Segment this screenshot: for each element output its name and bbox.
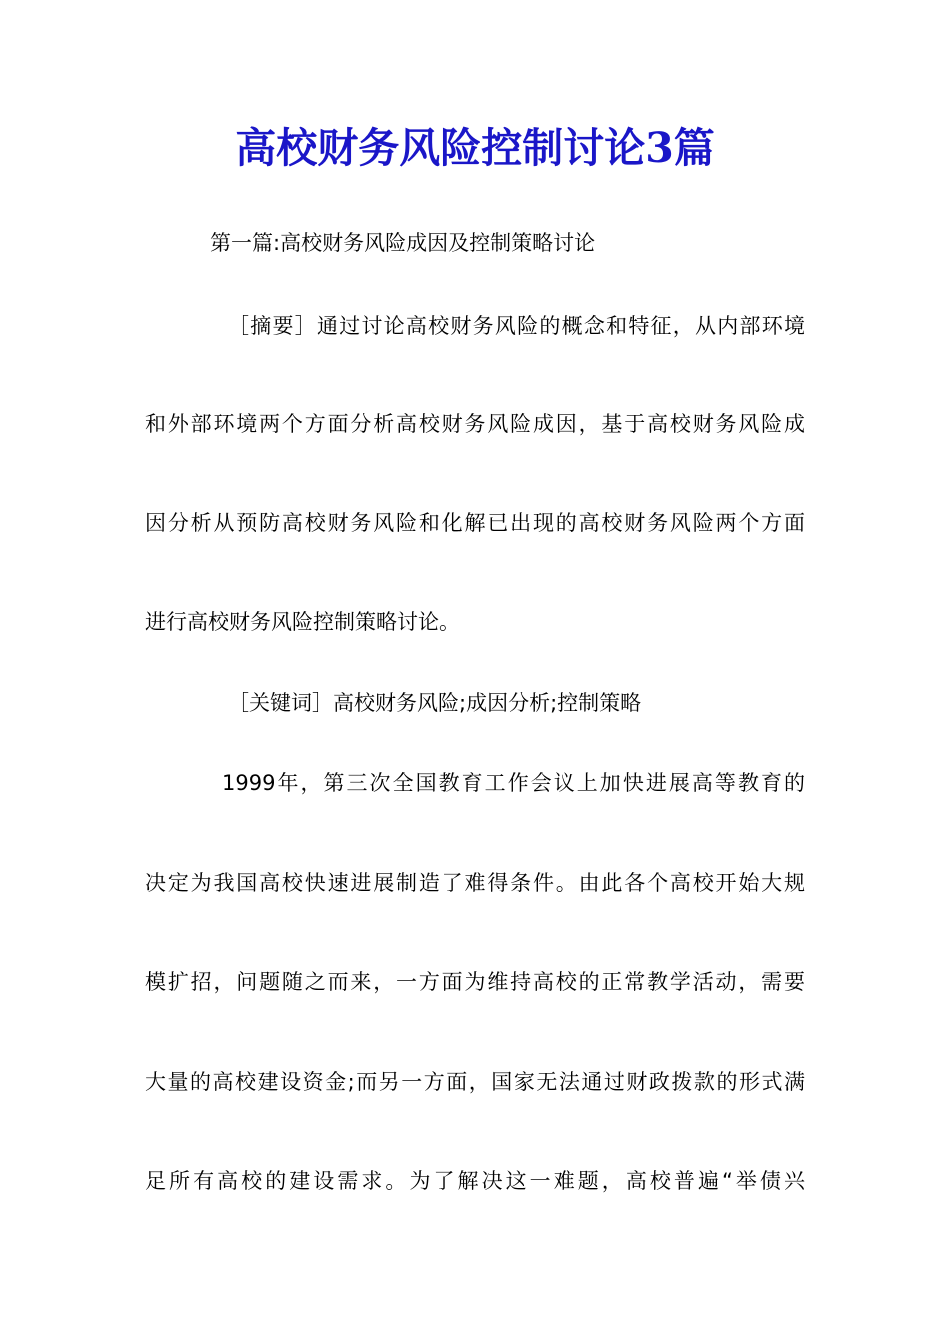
body-line: 决定为我国高校快速进展制造了难得条件。由此各个高校开始大规: [145, 871, 805, 895]
body-line: 大量的高校建设资金;而另一方面，国家无法通过财政拨款的形式满: [145, 1070, 805, 1094]
abstract-line: 和外部环境两个方面分析高校财务风险成因，基于高校财务风险成: [145, 412, 805, 436]
keywords-line: ［关键词］高校财务风险;成因分析;控制策略: [228, 691, 642, 715]
section-heading: 第一篇:高校财务风险成因及控制策略讨论: [210, 231, 596, 255]
body-line: 模扩招，问题随之而来，一方面为维持高校的正常教学活动，需要: [145, 970, 805, 994]
abstract-line: 因分析从预防高校财务风险和化解已出现的高校财务风险两个方面: [145, 511, 805, 535]
abstract-line: 进行高校财务风险控制策略讨论。: [145, 610, 460, 634]
document-title: 高校财务风险控制讨论3篇: [235, 124, 715, 172]
body-line: 足所有高校的建设需求。为了解决这一难题，高校普遍“举债兴: [145, 1169, 805, 1193]
abstract-line: ［摘要］通过讨论高校财务风险的概念和特征，从内部环境: [228, 314, 805, 338]
body-line: 1999年，第三次全国教育工作会议上加快进展高等教育的: [222, 771, 805, 795]
